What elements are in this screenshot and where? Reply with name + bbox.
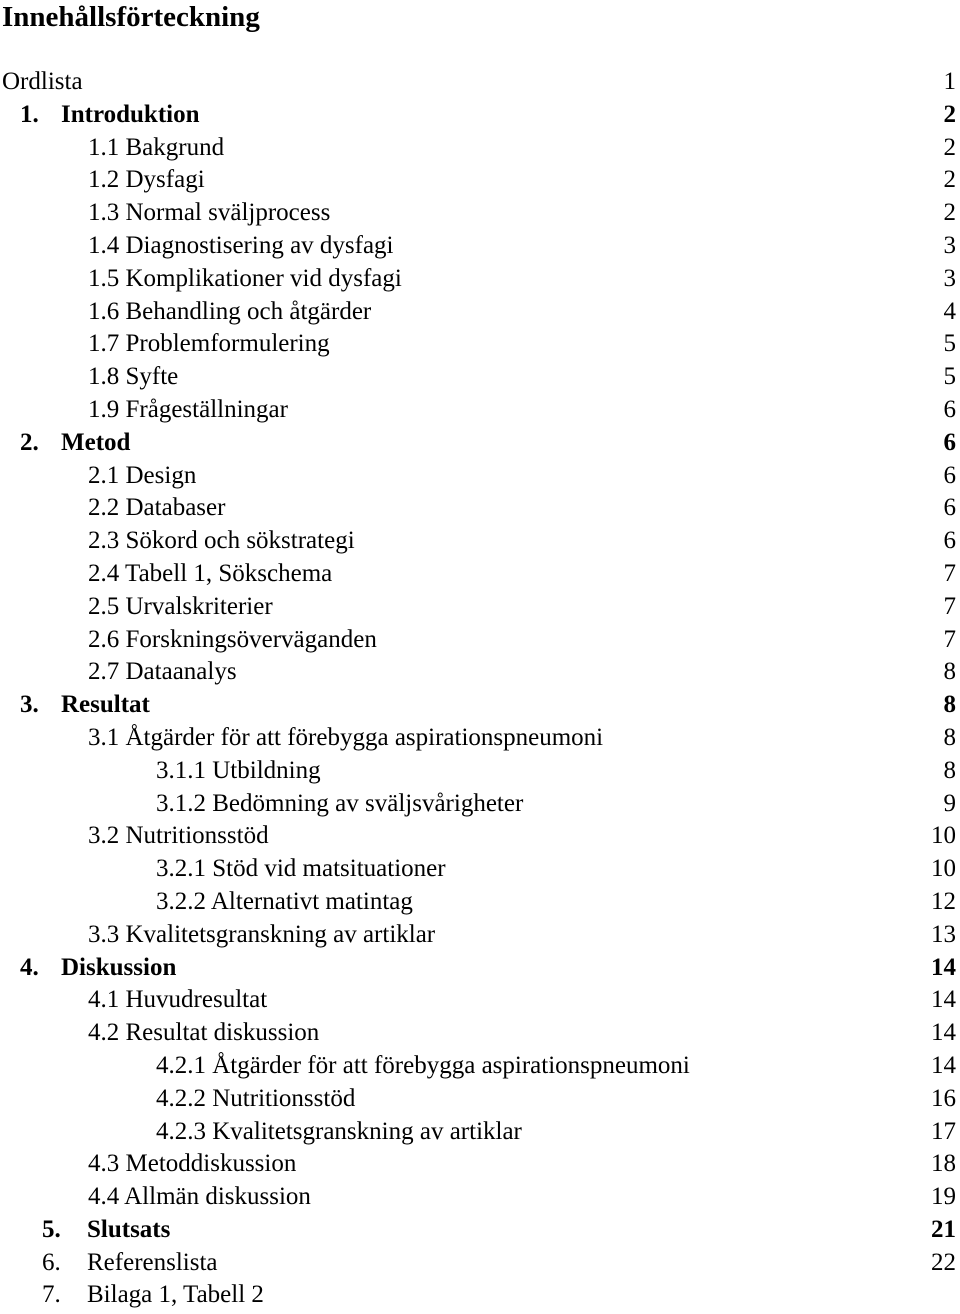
toc-entry[interactable]	[0, 820, 960, 853]
toc-entry-text: 2.3 Sökord och sökstrategi	[88, 527, 355, 555]
toc-entry-label	[20, 952, 176, 985]
toc-entry-text: 4.2 Resultat diskussion	[88, 1019, 320, 1047]
toc-entry-text: 2.6 Forskningsöverväganden	[88, 625, 377, 653]
toc-entry-number: 5.	[42, 1215, 61, 1243]
toc-entry-label	[88, 591, 273, 624]
toc-entry-label	[20, 99, 200, 132]
toc-entry[interactable]	[0, 328, 960, 361]
toc-entry-page-number: 14	[931, 1019, 956, 1047]
toc-entry-page-number: 16	[931, 1084, 956, 1112]
toc-entry-page-number: 3	[943, 231, 956, 259]
toc-entry-label	[156, 886, 413, 919]
toc-entry-label	[88, 197, 330, 230]
toc-entry[interactable]	[0, 296, 960, 329]
toc-entry[interactable]	[0, 99, 960, 132]
toc-entry-page-number: 4	[943, 297, 956, 325]
toc-entry-label	[88, 722, 603, 755]
toc-entry-text: 3.1 Åtgärder för att förebygga aspirationspneumoni	[88, 723, 604, 751]
toc-entry-page-number: 5	[943, 363, 956, 391]
toc-entry-label	[20, 689, 150, 722]
toc-entry[interactable]	[0, 722, 960, 755]
toc-entry-label	[88, 296, 371, 329]
toc-entry-label	[42, 1247, 218, 1280]
toc-entry[interactable]	[0, 952, 960, 985]
toc-entry[interactable]	[0, 460, 960, 493]
toc-entry-label	[156, 1083, 355, 1116]
toc-entry-label	[2, 66, 83, 99]
toc-entry-label	[156, 1116, 522, 1149]
toc-entry-page-number: 12	[931, 887, 956, 915]
toc-entry-label	[88, 394, 288, 427]
toc-entry-page-number: 19	[931, 1183, 956, 1211]
toc-entry-page-number: 8	[943, 756, 956, 784]
toc-entry-page-number: 6	[943, 395, 956, 423]
toc-entry-label	[88, 1148, 296, 1181]
toc-entry-label	[42, 1214, 170, 1247]
toc-entry-page-number: 9	[943, 789, 956, 817]
toc-entry-text: Ordlista	[2, 68, 83, 95]
toc-entry-page-number: 22	[931, 1248, 956, 1276]
toc-entry[interactable]	[0, 788, 960, 821]
toc-entry-page-number: 8	[943, 691, 956, 719]
toc-entry[interactable]	[0, 263, 960, 296]
toc-entry-label	[88, 164, 205, 197]
toc-entry-label	[156, 755, 321, 788]
toc-entry-text: 4.2.3 Kvalitetsgranskning av artiklar	[156, 1117, 522, 1145]
toc-entry[interactable]	[0, 197, 960, 230]
toc-entry[interactable]	[0, 1247, 960, 1280]
toc-entry-label	[156, 853, 446, 886]
toc-entry-text: 4.4 Allmän diskussion	[88, 1183, 311, 1211]
toc-entry-label	[88, 263, 402, 296]
toc-entry[interactable]	[0, 755, 960, 788]
toc-entry-text: 3.2.2 Alternativt matintag	[156, 887, 413, 915]
toc-entry-text: Resultat	[61, 691, 150, 719]
toc-entry[interactable]	[0, 394, 960, 427]
toc-entry-text: 2.1 Design	[88, 461, 197, 489]
toc-entry[interactable]	[0, 164, 960, 197]
toc-entry-text: 3.3 Kvalitetsgranskning av artiklar	[88, 920, 436, 948]
toc-entry-text: Introduktion	[61, 100, 200, 128]
toc-entry-text: 4.3 Metoddiskussion	[88, 1150, 297, 1178]
toc-entry[interactable]	[0, 1050, 960, 1083]
toc-entry-text: 1.6 Behandling och åtgärder	[88, 297, 372, 325]
toc-entry-page-number: 2	[943, 199, 956, 227]
toc-entry-text: 2.4 Tabell 1, Sökschema	[88, 559, 333, 587]
toc-entry-text: 1.9 Frågeställningar	[88, 395, 288, 423]
toc-entry-label	[88, 558, 332, 591]
toc-entry-text: Diskussion	[61, 953, 177, 981]
toc-entry-page-number: 7	[943, 625, 956, 653]
toc-entry[interactable]	[0, 1148, 960, 1181]
toc-entry-text: 3.1.1 Utbildning	[156, 756, 321, 784]
toc-entry[interactable]	[0, 1116, 960, 1149]
toc-entry[interactable]	[0, 984, 960, 1017]
toc-entry-text: 2.2 Databaser	[88, 494, 226, 522]
toc-entry-text: 1.8 Syfte	[88, 363, 179, 391]
toc-entry-label	[88, 328, 330, 361]
toc-entry[interactable]	[0, 525, 960, 558]
toc-entry-page-number: 1	[943, 68, 956, 95]
toc-entry[interactable]	[0, 1181, 960, 1214]
toc-entry-page-number: 14	[931, 1051, 956, 1079]
toc-entry-text: Slutsats	[87, 1215, 171, 1243]
toc-entry-page-number: 7	[943, 559, 956, 587]
toc-entry-label	[156, 788, 523, 821]
toc-entry[interactable]	[0, 591, 960, 624]
toc-entry-page-number: 8	[943, 658, 956, 686]
toc-entry-page-number: 6	[943, 494, 956, 522]
toc-entry-label	[88, 361, 178, 394]
toc-entry-number: 4.	[20, 953, 39, 981]
toc-entry-label	[88, 984, 267, 1017]
toc-entry-page-number: 2	[943, 100, 956, 128]
toc-entry-text: 2.5 Urvalskriterier	[88, 592, 273, 620]
toc-entry[interactable]	[0, 132, 960, 165]
document-title: Innehållsförteckning	[2, 1, 260, 33]
toc-entry[interactable]	[0, 1279, 960, 1312]
toc-entry-label	[156, 1050, 690, 1083]
toc-entry-label	[88, 492, 225, 525]
toc-entry-page-number: 13	[931, 920, 956, 948]
toc-entry-text: 1.4 Diagnostisering av dysfagi	[88, 231, 394, 259]
toc-entry-text: 4.1 Huvudresultat	[88, 986, 268, 1014]
toc-entry-text: 1.2 Dysfagi	[88, 166, 205, 194]
toc-entry-text: 1.1 Bakgrund	[88, 133, 225, 161]
toc-entry-page-number: 17	[931, 1117, 956, 1145]
toc-entry-page-number: 2	[943, 166, 956, 194]
toc-entry-text: Referenslista	[87, 1248, 218, 1276]
toc-entry-number: 1.	[20, 100, 39, 128]
toc-entry[interactable]	[0, 361, 960, 394]
toc-entry[interactable]	[0, 558, 960, 591]
toc-entry[interactable]	[0, 853, 960, 886]
toc-entry-label	[88, 460, 196, 493]
toc-entry-page-number: 7	[943, 592, 956, 620]
toc-entry-page-number: 8	[943, 723, 956, 751]
toc-entry-text: 1.5 Komplikationer vid dysfagi	[88, 264, 402, 292]
toc-entry-text: 4.2.2 Nutritionsstöd	[156, 1084, 356, 1112]
toc-entry-page-number: 2	[943, 133, 956, 161]
toc-entry[interactable]	[0, 689, 960, 722]
toc-entry-number: 7.	[42, 1281, 61, 1309]
toc-entry-label	[88, 230, 394, 263]
toc-entry-page-number: 6	[943, 527, 956, 555]
toc-entry-page-number: 6	[943, 428, 956, 456]
toc-entry-text: 3.1.2 Bedömning av sväljsvårigheter	[156, 789, 524, 817]
toc-entry[interactable]	[0, 1017, 960, 1050]
toc-entry[interactable]	[0, 492, 960, 525]
toc-entry-label	[42, 1279, 264, 1312]
toc-entry[interactable]	[0, 230, 960, 263]
toc-entry[interactable]	[0, 1083, 960, 1116]
toc-entry-number: 2.	[20, 428, 39, 456]
toc-entry-page-number: 18	[931, 1150, 956, 1178]
toc-entry-label	[20, 427, 130, 460]
toc-entry-text: 1.3 Normal sväljprocess	[88, 199, 331, 227]
toc-entry-label	[88, 525, 355, 558]
toc-entry-label	[88, 656, 237, 689]
toc-entry-text: Bilaga 1, Tabell 2	[87, 1281, 264, 1309]
toc-entry-text: Metod	[61, 428, 131, 456]
toc-entry-text: 3.2.1 Stöd vid matsituationer	[156, 855, 446, 883]
toc-entry-text: 1.7 Problemformulering	[88, 330, 330, 358]
toc-entry-page-number: 6	[943, 461, 956, 489]
toc-entry-text: 4.2.1 Åtgärder för att förebygga aspirationspneumoni	[156, 1051, 690, 1079]
toc-entry-text: 2.7 Dataanalys	[88, 658, 237, 686]
toc-entry-page-number: 10	[931, 822, 956, 850]
toc-entry[interactable]	[0, 427, 960, 460]
toc-entry[interactable]	[0, 656, 960, 689]
toc-entry-page-number: 21	[931, 1215, 956, 1243]
toc-entry-number: 3.	[20, 691, 39, 719]
toc-entry[interactable]	[0, 1214, 960, 1247]
toc-entry-label	[88, 1017, 319, 1050]
toc-entry[interactable]	[0, 66, 960, 99]
toc-entry[interactable]	[0, 624, 960, 657]
toc-entry-label	[88, 1181, 311, 1214]
toc-entry-page-number: 10	[931, 855, 956, 883]
toc-entry-label	[88, 820, 269, 853]
toc-entry-label	[88, 919, 435, 952]
toc-entry-page-number: 5	[943, 330, 956, 358]
toc-entry-page-number: 14	[931, 986, 956, 1014]
toc-entry-number: 6.	[42, 1248, 61, 1276]
toc-entry-page-number: 14	[931, 953, 956, 981]
toc-entry-label	[88, 624, 377, 657]
table-of-contents	[0, 66, 960, 1312]
toc-entry[interactable]	[0, 919, 960, 952]
toc-entry-text: 3.2 Nutritionsstöd	[88, 822, 269, 850]
toc-entry[interactable]	[0, 886, 960, 919]
toc-entry-label	[88, 132, 224, 165]
toc-entry-page-number: 3	[943, 264, 956, 292]
